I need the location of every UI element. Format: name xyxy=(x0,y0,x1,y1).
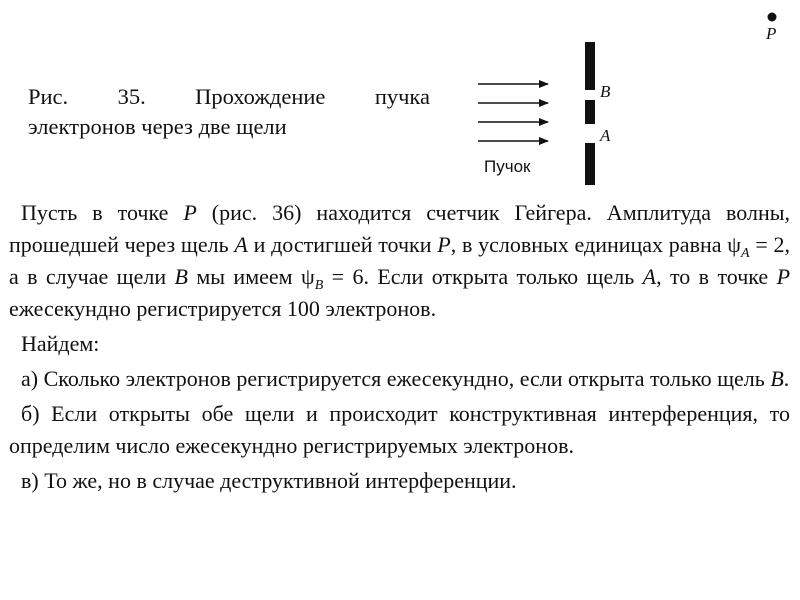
slit-barrier xyxy=(585,42,595,185)
paragraph-4: б) Если открыты обе щели и происходит конструктивная интерференция, то определим число ежесекундно регистрируемых электронов. xyxy=(9,401,790,458)
barrier-bottom xyxy=(585,143,595,185)
barrier-top xyxy=(585,42,595,90)
paragraph-3: а) Сколько электронов регистрируется ежесекундно, если открыта только щель B. xyxy=(21,366,790,391)
caption-line-2: электронов через две щели xyxy=(28,114,287,139)
point-p-dot xyxy=(768,13,777,22)
double-slit-figure xyxy=(0,0,800,200)
slit-a-label: A xyxy=(600,126,611,145)
paragraph-2: Найдем: xyxy=(21,331,100,356)
beam-label: Пучок xyxy=(484,157,531,176)
paragraph-1: Пусть в точке P (рис. 36) находится счетчик Гейгера. Амплитуда волны, прошедшей через щель A и достигшей точки P, в условных единицах равна $\psi_A = 2$, а в случае щели B мы имеем $\psi_B = 6$. Если открыта только щель A, то в точке P ежесекундно регистрируется 100 электронов. xyxy=(9,200,791,321)
problem-text xyxy=(9,197,790,500)
caption-line-1: Рис. 35. Прохождение пучка xyxy=(28,84,430,109)
slit-b-label: B xyxy=(600,82,611,101)
beam-arrows xyxy=(478,84,548,141)
barrier-middle xyxy=(585,100,595,124)
paragraph-5: в) То же, но в случае деструктивной интерференции. xyxy=(21,468,517,493)
point-p-label: P xyxy=(766,24,777,43)
